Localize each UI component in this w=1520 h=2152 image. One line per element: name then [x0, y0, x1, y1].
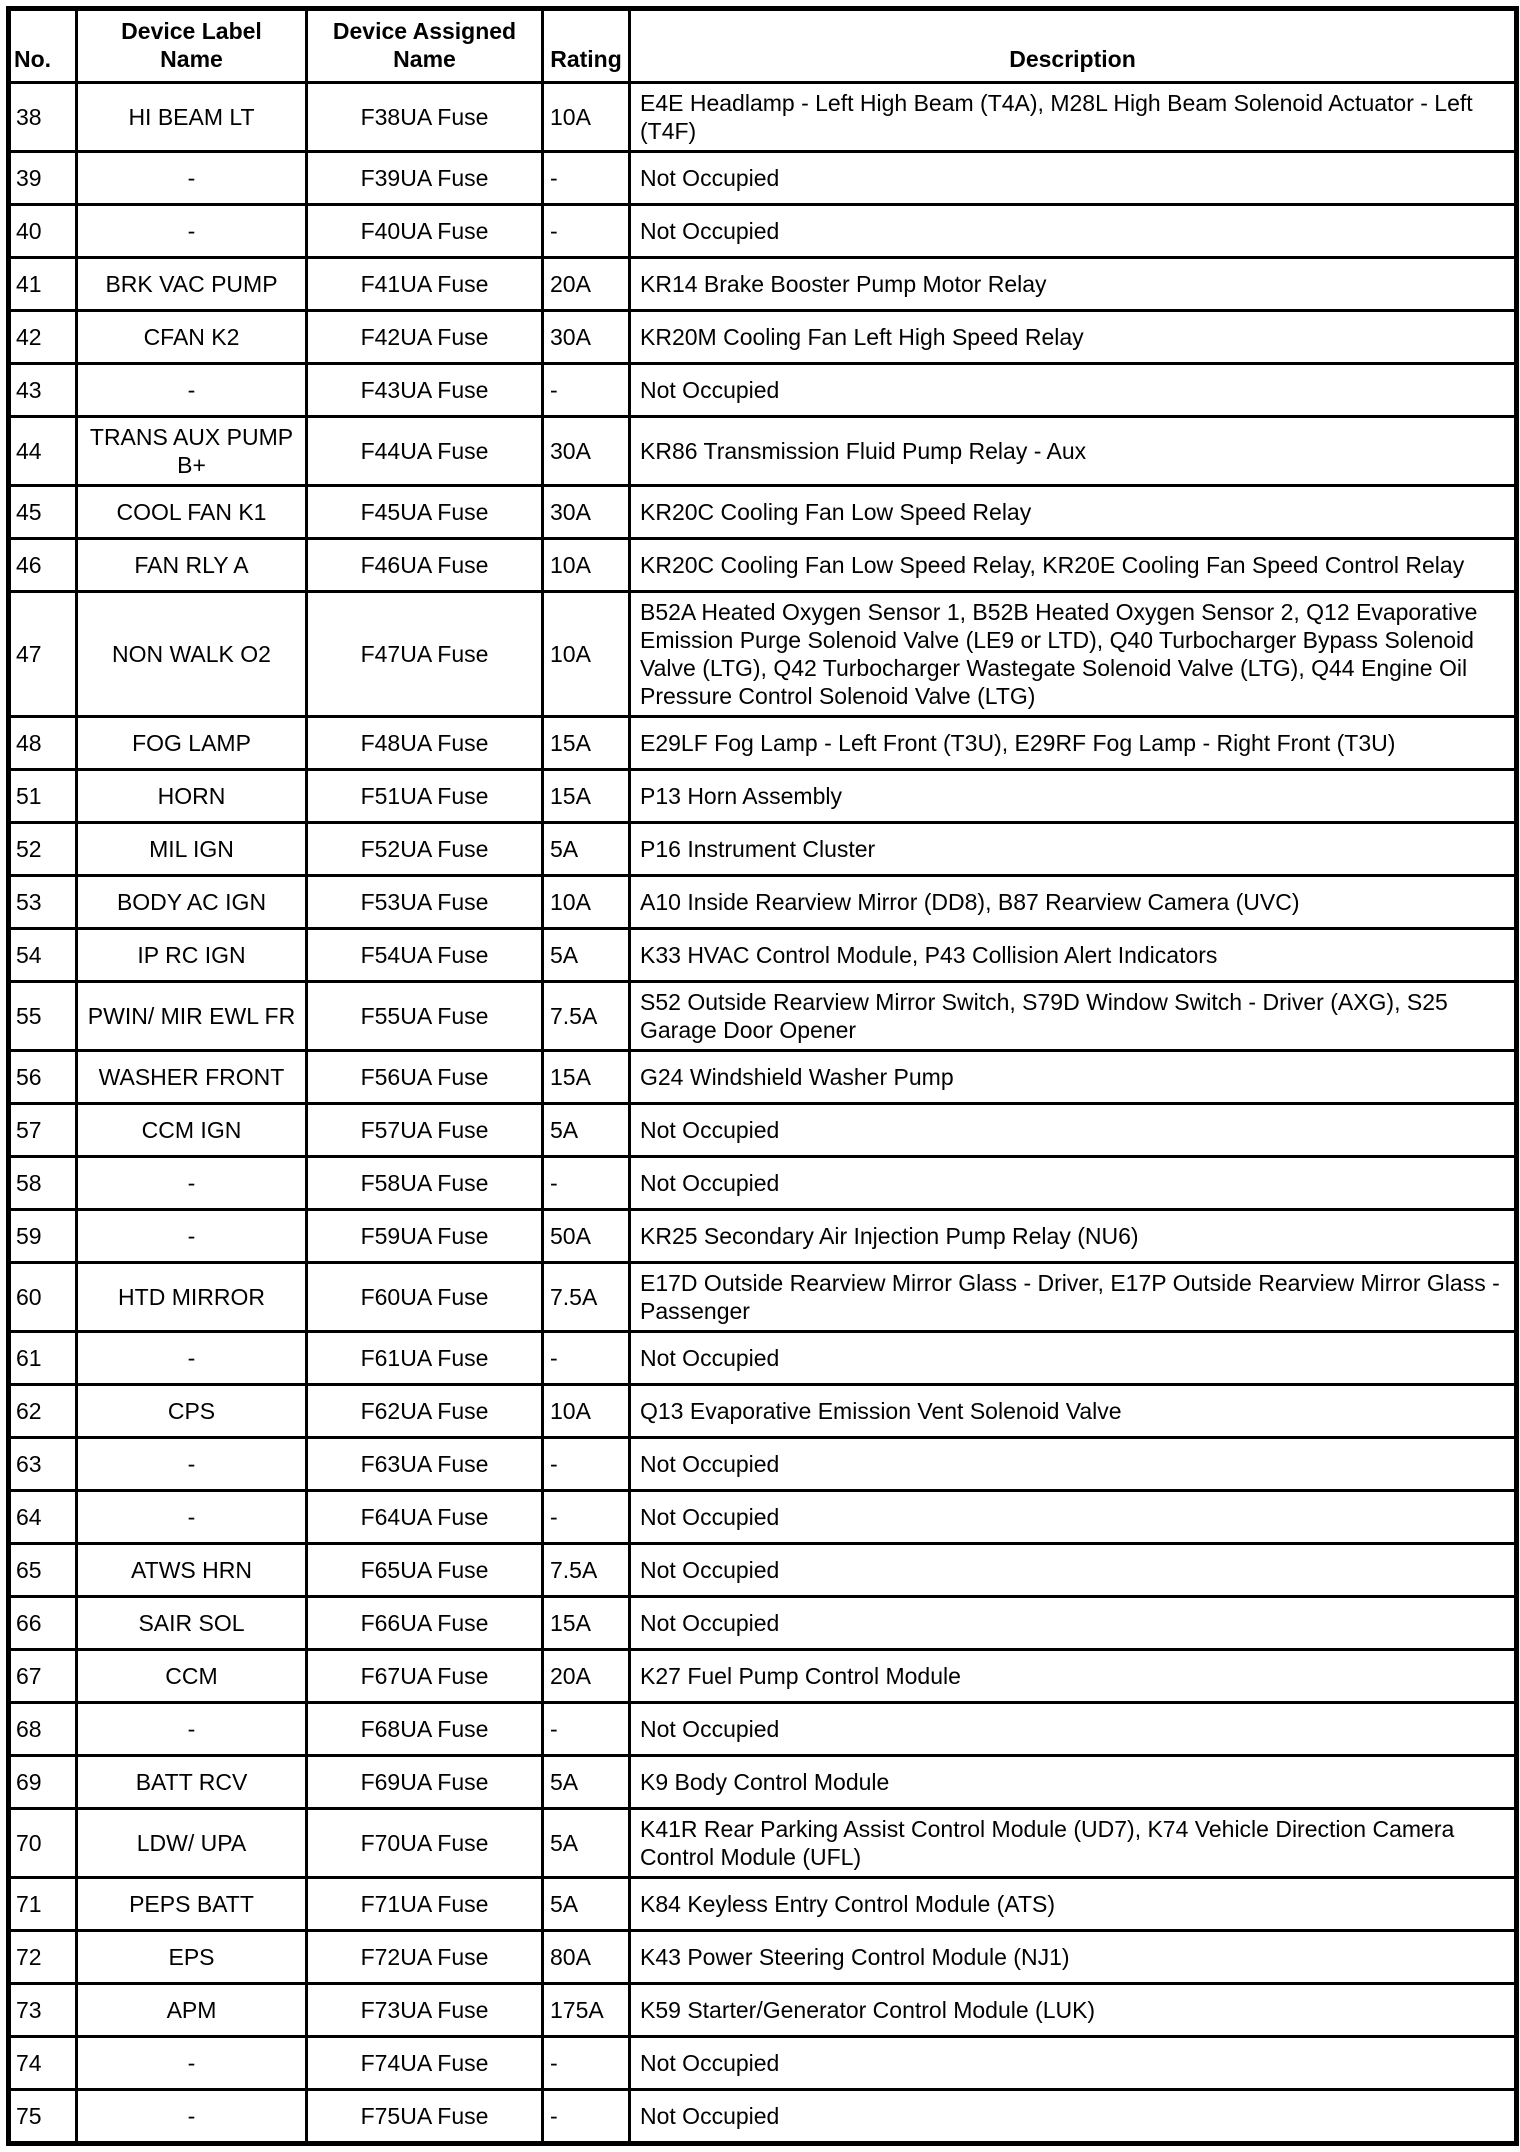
table-row	[9, 83, 1517, 152]
cell-no: 38	[9, 83, 77, 152]
cell-device-assigned-name: F57UA Fuse	[307, 1104, 543, 1157]
column-header-device-label-name	[77, 9, 307, 83]
cell-no: 68	[9, 1703, 77, 1756]
cell-device-label-name: BRK VAC PUMP	[77, 258, 307, 311]
cell-no: 72	[9, 1931, 77, 1984]
table-row	[9, 152, 1517, 205]
table-row	[9, 539, 1517, 592]
cell-no: 54	[9, 929, 77, 982]
cell-device-label-name: BATT RCV	[77, 1756, 307, 1809]
cell-description: S52 Outside Rearview Mirror Switch, S79D Window Switch - Driver (AXG), S25 Garage Door Opener	[630, 982, 1517, 1051]
table-row	[9, 1385, 1517, 1438]
table-row	[9, 1263, 1517, 1332]
cell-description: Not Occupied	[630, 1438, 1517, 1491]
table-row	[9, 258, 1517, 311]
header-row	[9, 9, 1517, 83]
cell-rating: 5A	[543, 1878, 630, 1931]
cell-rating: 5A	[543, 1104, 630, 1157]
cell-no: 43	[9, 364, 77, 417]
cell-device-assigned-name: F55UA Fuse	[307, 982, 543, 1051]
cell-rating: 175A	[543, 1984, 630, 2037]
cell-device-assigned-name: F47UA Fuse	[307, 592, 543, 717]
cell-no: 41	[9, 258, 77, 311]
cell-device-label-name: -	[77, 152, 307, 205]
cell-no: 60	[9, 1263, 77, 1332]
cell-no: 52	[9, 823, 77, 876]
cell-rating: 20A	[543, 258, 630, 311]
cell-device-assigned-name: F48UA Fuse	[307, 717, 543, 770]
cell-description: Not Occupied	[630, 2037, 1517, 2090]
cell-device-label-name: -	[77, 205, 307, 258]
table-row	[9, 1703, 1517, 1756]
cell-device-assigned-name: F75UA Fuse	[307, 2090, 543, 2144]
cell-device-label-name: -	[77, 1157, 307, 1210]
cell-no: 46	[9, 539, 77, 592]
cell-description: Not Occupied	[630, 1597, 1517, 1650]
cell-description: Not Occupied	[630, 1544, 1517, 1597]
table-row	[9, 1210, 1517, 1263]
table-row	[9, 1984, 1517, 2037]
cell-rating: -	[543, 1438, 630, 1491]
cell-description: KR14 Brake Booster Pump Motor Relay	[630, 258, 1517, 311]
cell-description: Not Occupied	[630, 1157, 1517, 1210]
cell-no: 70	[9, 1809, 77, 1878]
cell-description: K9 Body Control Module	[630, 1756, 1517, 1809]
column-header-label: No.	[14, 46, 52, 72]
cell-device-label-name: -	[77, 2090, 307, 2144]
fuse-table-body	[9, 83, 1517, 2144]
table-row	[9, 311, 1517, 364]
cell-device-label-name: HORN	[77, 770, 307, 823]
table-row	[9, 770, 1517, 823]
cell-rating: 10A	[543, 83, 630, 152]
cell-no: 53	[9, 876, 77, 929]
cell-description: Not Occupied	[630, 152, 1517, 205]
column-header-no	[9, 9, 77, 83]
cell-device-assigned-name: F42UA Fuse	[307, 311, 543, 364]
fuse-table	[6, 6, 1519, 2146]
cell-device-label-name: CFAN K2	[77, 311, 307, 364]
cell-device-label-name: PWIN/ MIR EWL FR	[77, 982, 307, 1051]
table-row	[9, 1491, 1517, 1544]
cell-description: P13 Horn Assembly	[630, 770, 1517, 823]
cell-device-label-name: NON WALK O2	[77, 592, 307, 717]
cell-rating: -	[543, 1332, 630, 1385]
cell-description: K84 Keyless Entry Control Module (ATS)	[630, 1878, 1517, 1931]
table-row	[9, 592, 1517, 717]
cell-rating: -	[543, 1703, 630, 1756]
cell-device-assigned-name: F58UA Fuse	[307, 1157, 543, 1210]
cell-no: 69	[9, 1756, 77, 1809]
cell-description: K43 Power Steering Control Module (NJ1)	[630, 1931, 1517, 1984]
cell-device-label-name: CCM IGN	[77, 1104, 307, 1157]
cell-no: 57	[9, 1104, 77, 1157]
table-row	[9, 1104, 1517, 1157]
cell-rating: 30A	[543, 311, 630, 364]
cell-no: 42	[9, 311, 77, 364]
cell-rating: 7.5A	[543, 1544, 630, 1597]
cell-no: 39	[9, 152, 77, 205]
column-header-label: Device Label Name	[121, 18, 262, 72]
cell-description: B52A Heated Oxygen Sensor 1, B52B Heated Oxygen Sensor 2, Q12 Evaporative Emission Purge Solenoid Valve (LE9 or LTD), Q40 Turbocharger Bypass Solenoid Valve (LTG), Q42 Turbocharger Wastegate Solenoid Valve (LTG), Q44 Engine Oil Pressure Control Solenoid Valve (LTG)	[630, 592, 1517, 717]
cell-device-assigned-name: F67UA Fuse	[307, 1650, 543, 1703]
cell-device-assigned-name: F63UA Fuse	[307, 1438, 543, 1491]
table-row	[9, 1438, 1517, 1491]
cell-device-label-name: PEPS BATT	[77, 1878, 307, 1931]
cell-device-assigned-name: F71UA Fuse	[307, 1878, 543, 1931]
cell-description: K41R Rear Parking Assist Control Module (UD7), K74 Vehicle Direction Camera Control Module (UFL)	[630, 1809, 1517, 1878]
table-row	[9, 1597, 1517, 1650]
cell-description: KR25 Secondary Air Injection Pump Relay (NU6)	[630, 1210, 1517, 1263]
cell-device-assigned-name: F60UA Fuse	[307, 1263, 543, 1332]
cell-device-label-name: ATWS HRN	[77, 1544, 307, 1597]
cell-no: 56	[9, 1051, 77, 1104]
cell-rating: 7.5A	[543, 982, 630, 1051]
column-header-label: Description	[1009, 46, 1136, 72]
column-header-rating	[543, 9, 630, 83]
cell-device-assigned-name: F56UA Fuse	[307, 1051, 543, 1104]
cell-device-assigned-name: F59UA Fuse	[307, 1210, 543, 1263]
table-row	[9, 205, 1517, 258]
cell-no: 67	[9, 1650, 77, 1703]
table-row	[9, 2090, 1517, 2144]
cell-device-assigned-name: F44UA Fuse	[307, 417, 543, 486]
cell-device-assigned-name: F72UA Fuse	[307, 1931, 543, 1984]
cell-device-label-name: -	[77, 1210, 307, 1263]
cell-description: K59 Starter/Generator Control Module (LUK)	[630, 1984, 1517, 2037]
cell-description: K33 HVAC Control Module, P43 Collision Alert Indicators	[630, 929, 1517, 982]
column-header-label: Rating	[550, 46, 622, 72]
cell-device-label-name: FAN RLY A	[77, 539, 307, 592]
cell-description: KR20M Cooling Fan Left High Speed Relay	[630, 311, 1517, 364]
cell-device-label-name: WASHER FRONT	[77, 1051, 307, 1104]
cell-rating: 20A	[543, 1650, 630, 1703]
cell-description: Not Occupied	[630, 1703, 1517, 1756]
cell-device-label-name: SAIR SOL	[77, 1597, 307, 1650]
cell-device-assigned-name: F68UA Fuse	[307, 1703, 543, 1756]
cell-no: 74	[9, 2037, 77, 2090]
cell-device-assigned-name: F65UA Fuse	[307, 1544, 543, 1597]
cell-no: 48	[9, 717, 77, 770]
cell-no: 62	[9, 1385, 77, 1438]
cell-rating: -	[543, 1491, 630, 1544]
cell-rating: -	[543, 152, 630, 205]
cell-description: Not Occupied	[630, 364, 1517, 417]
table-row	[9, 1756, 1517, 1809]
cell-device-label-name: HTD MIRROR	[77, 1263, 307, 1332]
cell-description: E4E Headlamp - Left High Beam (T4A), M28L High Beam Solenoid Actuator - Left (T4F)	[630, 83, 1517, 152]
cell-rating: 30A	[543, 486, 630, 539]
cell-description: Not Occupied	[630, 1104, 1517, 1157]
cell-rating: 80A	[543, 1931, 630, 1984]
cell-device-assigned-name: F38UA Fuse	[307, 83, 543, 152]
cell-device-assigned-name: F53UA Fuse	[307, 876, 543, 929]
cell-device-label-name: CPS	[77, 1385, 307, 1438]
cell-no: 44	[9, 417, 77, 486]
cell-rating: -	[543, 2037, 630, 2090]
cell-no: 71	[9, 1878, 77, 1931]
cell-description: KR20C Cooling Fan Low Speed Relay, KR20E Cooling Fan Speed Control Relay	[630, 539, 1517, 592]
cell-no: 51	[9, 770, 77, 823]
cell-device-label-name: -	[77, 364, 307, 417]
cell-description: E29LF Fog Lamp - Left Front (T3U), E29RF Fog Lamp - Right Front (T3U)	[630, 717, 1517, 770]
table-row	[9, 823, 1517, 876]
cell-description: P16 Instrument Cluster	[630, 823, 1517, 876]
cell-rating: 7.5A	[543, 1263, 630, 1332]
cell-no: 61	[9, 1332, 77, 1385]
table-row	[9, 1650, 1517, 1703]
cell-rating: -	[543, 364, 630, 417]
cell-device-label-name: -	[77, 1438, 307, 1491]
cell-rating: 10A	[543, 1385, 630, 1438]
cell-no: 59	[9, 1210, 77, 1263]
cell-rating: 30A	[543, 417, 630, 486]
table-row	[9, 1544, 1517, 1597]
table-row	[9, 1157, 1517, 1210]
cell-description: E17D Outside Rearview Mirror Glass - Driver, E17P Outside Rearview Mirror Glass - Passenger	[630, 1263, 1517, 1332]
table-row	[9, 1878, 1517, 1931]
cell-rating: 10A	[543, 592, 630, 717]
cell-no: 66	[9, 1597, 77, 1650]
cell-device-assigned-name: F61UA Fuse	[307, 1332, 543, 1385]
cell-device-label-name: IP RC IGN	[77, 929, 307, 982]
cell-rating: 15A	[543, 1051, 630, 1104]
cell-no: 40	[9, 205, 77, 258]
cell-rating: 15A	[543, 770, 630, 823]
cell-no: 45	[9, 486, 77, 539]
cell-rating: 5A	[543, 1809, 630, 1878]
table-row	[9, 876, 1517, 929]
cell-device-assigned-name: F46UA Fuse	[307, 539, 543, 592]
cell-device-label-name: FOG LAMP	[77, 717, 307, 770]
cell-no: 75	[9, 2090, 77, 2144]
table-row	[9, 1332, 1517, 1385]
table-row	[9, 364, 1517, 417]
table-row	[9, 1051, 1517, 1104]
cell-rating: 50A	[543, 1210, 630, 1263]
column-header-description	[630, 9, 1517, 83]
cell-device-assigned-name: F39UA Fuse	[307, 152, 543, 205]
cell-no: 64	[9, 1491, 77, 1544]
cell-device-label-name: MIL IGN	[77, 823, 307, 876]
cell-description: Not Occupied	[630, 205, 1517, 258]
cell-device-assigned-name: F64UA Fuse	[307, 1491, 543, 1544]
cell-device-assigned-name: F43UA Fuse	[307, 364, 543, 417]
cell-description: KR86 Transmission Fluid Pump Relay - Aux	[630, 417, 1517, 486]
cell-device-label-name: APM	[77, 1984, 307, 2037]
cell-device-assigned-name: F74UA Fuse	[307, 2037, 543, 2090]
cell-device-label-name: -	[77, 1332, 307, 1385]
cell-description: KR20C Cooling Fan Low Speed Relay	[630, 486, 1517, 539]
cell-device-label-name: -	[77, 1491, 307, 1544]
cell-description: Q13 Evaporative Emission Vent Solenoid Valve	[630, 1385, 1517, 1438]
cell-rating: 15A	[543, 717, 630, 770]
cell-description: Not Occupied	[630, 1491, 1517, 1544]
cell-device-label-name: HI BEAM LT	[77, 83, 307, 152]
cell-rating: 15A	[543, 1597, 630, 1650]
cell-device-assigned-name: F51UA Fuse	[307, 770, 543, 823]
cell-description: A10 Inside Rearview Mirror (DD8), B87 Rearview Camera (UVC)	[630, 876, 1517, 929]
table-row	[9, 717, 1517, 770]
table-row	[9, 982, 1517, 1051]
table-row	[9, 2037, 1517, 2090]
cell-device-assigned-name: F40UA Fuse	[307, 205, 543, 258]
cell-description: G24 Windshield Washer Pump	[630, 1051, 1517, 1104]
column-header-label: Device Assigned Name	[332, 18, 517, 72]
cell-device-assigned-name: F66UA Fuse	[307, 1597, 543, 1650]
cell-device-assigned-name: F69UA Fuse	[307, 1756, 543, 1809]
table-row	[9, 486, 1517, 539]
cell-no: 47	[9, 592, 77, 717]
table-row	[9, 417, 1517, 486]
table-row	[9, 929, 1517, 982]
fuse-table-header	[9, 9, 1517, 83]
cell-device-assigned-name: F52UA Fuse	[307, 823, 543, 876]
cell-description: Not Occupied	[630, 1332, 1517, 1385]
cell-device-label-name: BODY AC IGN	[77, 876, 307, 929]
cell-device-label-name: EPS	[77, 1931, 307, 1984]
cell-no: 73	[9, 1984, 77, 2037]
cell-device-assigned-name: F41UA Fuse	[307, 258, 543, 311]
cell-rating: 10A	[543, 539, 630, 592]
cell-device-label-name: LDW/ UPA	[77, 1809, 307, 1878]
cell-device-assigned-name: F62UA Fuse	[307, 1385, 543, 1438]
cell-rating: 5A	[543, 929, 630, 982]
cell-rating: 5A	[543, 1756, 630, 1809]
table-row	[9, 1931, 1517, 1984]
cell-rating: -	[543, 205, 630, 258]
cell-device-label-name: TRANS AUX PUMP B+	[77, 417, 307, 486]
cell-device-label-name: COOL FAN K1	[77, 486, 307, 539]
cell-no: 55	[9, 982, 77, 1051]
cell-description: Not Occupied	[630, 2090, 1517, 2144]
cell-no: 63	[9, 1438, 77, 1491]
cell-rating: 10A	[543, 876, 630, 929]
cell-device-label-name: CCM	[77, 1650, 307, 1703]
cell-device-label-name: -	[77, 2037, 307, 2090]
table-row	[9, 1809, 1517, 1878]
cell-device-assigned-name: F54UA Fuse	[307, 929, 543, 982]
cell-no: 58	[9, 1157, 77, 1210]
cell-rating: -	[543, 1157, 630, 1210]
cell-rating: 5A	[543, 823, 630, 876]
cell-no: 65	[9, 1544, 77, 1597]
cell-device-assigned-name: F45UA Fuse	[307, 486, 543, 539]
column-header-device-assigned-name	[307, 9, 543, 83]
cell-device-label-name: -	[77, 1703, 307, 1756]
cell-device-assigned-name: F70UA Fuse	[307, 1809, 543, 1878]
cell-rating: -	[543, 2090, 630, 2144]
cell-device-assigned-name: F73UA Fuse	[307, 1984, 543, 2037]
cell-description: K27 Fuel Pump Control Module	[630, 1650, 1517, 1703]
